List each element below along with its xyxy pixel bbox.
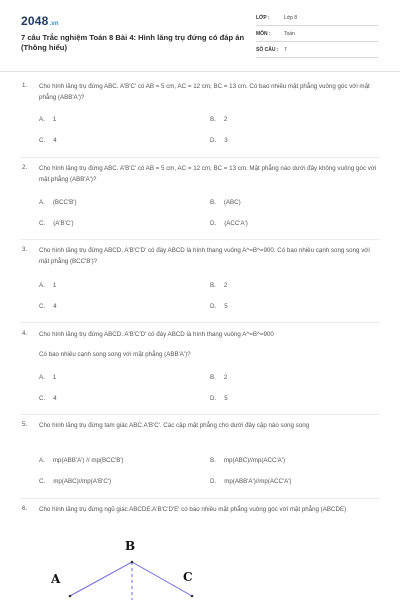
meta-label: MÔN : xyxy=(256,31,271,37)
prism-diagram xyxy=(20,530,380,600)
question-text: Cho hình lăng trụ đứng ABCD. A'B'C'D' có đáy ABCD là hình thang vuông A^=B^=900. Có bao nhiêu cạnh song song với mặt phẳng (BCC'B')? xyxy=(39,247,370,265)
question-5 xyxy=(20,421,380,493)
answer-text: 2 xyxy=(223,116,228,123)
answer-letter: D. xyxy=(210,220,217,227)
answer-letter: A. xyxy=(39,199,45,206)
answer-a[interactable] xyxy=(39,199,77,206)
answer-text: (ABC) xyxy=(223,199,241,206)
answer-text: 3 xyxy=(224,137,228,144)
question-text: Cho hình lăng trụ đứng ABC. A'B'C' có AB = 5 cm, AC = 12 cm, BC = 13 cm. Có bao nhiêu mặt phẳng vuông góc với mặt phẳng (ABB'A')? xyxy=(39,83,370,101)
meta-row-class xyxy=(256,14,378,26)
answer-letter: B. xyxy=(210,374,216,381)
answer-b[interactable] xyxy=(210,116,227,123)
question-divider xyxy=(20,498,380,499)
answer-letter: C. xyxy=(39,395,46,402)
question-divider xyxy=(20,414,380,415)
question-4 xyxy=(20,330,380,410)
header-divider xyxy=(0,71,400,72)
vertex-label-b: B xyxy=(125,539,136,553)
answer-d[interactable] xyxy=(210,395,228,402)
answer-c[interactable] xyxy=(39,137,57,144)
answer-text: 2 xyxy=(223,282,228,289)
answer-c[interactable] xyxy=(39,395,57,402)
answer-text: (A'B'C') xyxy=(53,220,74,227)
logo-suffix: .vn xyxy=(49,21,59,27)
document-title: 7 câu Trắc nghiệm Toán 8 Bài 4: Hình lăng trụ đứng có đáp án (Thông hiểu) xyxy=(21,33,245,52)
answer-letter: B. xyxy=(210,282,216,289)
question-1 xyxy=(20,82,380,152)
answer-text: (ACC'A') xyxy=(224,220,248,227)
answer-text: 4 xyxy=(53,303,57,310)
answer-c[interactable] xyxy=(39,303,57,310)
answer-letter: C. xyxy=(39,303,46,310)
question-number: 1. xyxy=(22,82,28,89)
answer-b[interactable] xyxy=(210,374,227,381)
question-number: 2. xyxy=(22,164,28,171)
vertex-c xyxy=(191,595,194,598)
answer-a[interactable] xyxy=(39,116,56,123)
question-3 xyxy=(20,246,380,318)
question-text: Cho hình lăng trụ đứng tam giác ABC.A'B'C'. Các cặp mặt phẳng cho dưới đây cặp nào song song xyxy=(39,422,310,429)
answer-text: 1 xyxy=(52,116,57,123)
question-divider xyxy=(20,322,380,323)
answer-b[interactable] xyxy=(210,199,241,206)
answer-letter: B. xyxy=(210,457,216,464)
question-text-continued: Có bao nhiêu cạnh song song với mặt phẳng (ABB'A')? xyxy=(39,351,191,358)
prism-figure xyxy=(20,530,380,600)
site-logo[interactable] xyxy=(21,14,59,28)
question-number: 4. xyxy=(22,330,28,337)
meta-label: LỚP : xyxy=(256,15,270,21)
answer-text: 1 xyxy=(52,374,57,381)
answer-c[interactable] xyxy=(39,478,111,485)
answer-b[interactable] xyxy=(210,282,227,289)
answer-letter: D. xyxy=(210,137,217,144)
answer-letter: A. xyxy=(39,116,45,123)
meta-value: Toán xyxy=(284,31,295,37)
question-text: Cho hình lăng trụ đứng ABCD. A'B'C'D' có đáy ABCD là hình thang vuông A^=B^=900 xyxy=(39,331,274,338)
answer-letter: B. xyxy=(210,116,216,123)
answer-text: mp(ABC)//mp(ACC'A') xyxy=(223,457,286,464)
question-6 xyxy=(20,505,380,531)
question-number: 5. xyxy=(22,421,28,428)
answer-text: 1 xyxy=(52,282,57,289)
question-text: Cho hình lăng trụ đứng ngũ giác ABCDE.A'B'C'D'E' có bao nhiêu mặt phẳng vuông góc với mặt phẳng (ABCDE) xyxy=(39,506,347,513)
question-2 xyxy=(20,164,380,236)
vertex-label-a: A xyxy=(51,572,61,586)
answer-letter: C. xyxy=(39,137,46,144)
meta-row-count xyxy=(256,46,378,58)
answer-letter: A. xyxy=(39,282,45,289)
answer-a[interactable] xyxy=(39,457,124,464)
answer-letter: B. xyxy=(210,199,216,206)
meta-row-subject xyxy=(256,30,378,42)
page-header xyxy=(0,0,400,70)
answer-text: mp(ABC)//mp(A'B'C') xyxy=(53,478,112,485)
answer-text: mp(ABB'A')//mp(ACC'A') xyxy=(224,478,292,485)
meta-value: Lớp 8 xyxy=(284,15,298,21)
answer-letter: D. xyxy=(210,303,217,310)
meta-label: SỐ CÂU : xyxy=(256,47,279,53)
answer-letter: C. xyxy=(39,220,46,227)
answer-d[interactable] xyxy=(210,303,228,310)
vertex-b xyxy=(131,561,134,564)
answer-text: 4 xyxy=(53,137,57,144)
answer-letter: D. xyxy=(210,478,217,485)
question-text: Cho hình lăng trụ đứng ABC. A'B'C' có AB = 5 cm, AC = 12 cm, BC = 13 cm. Mặt phẳng nào dưới đây không vuông góc với mặt phẳng (ABB'A')? xyxy=(39,165,377,183)
answer-text: mp(ABB'A') // mp(BCC'B') xyxy=(52,457,124,464)
answer-letter: C. xyxy=(39,478,46,485)
answer-d[interactable] xyxy=(210,220,248,227)
question-number: 6. xyxy=(22,505,28,512)
question-divider xyxy=(20,157,380,158)
answer-c[interactable] xyxy=(39,220,74,227)
vertex-a xyxy=(69,595,72,598)
answer-text: 2 xyxy=(223,374,228,381)
answer-b[interactable] xyxy=(210,457,285,464)
answer-letter: A. xyxy=(39,374,45,381)
answer-text: 4 xyxy=(53,395,57,402)
answer-letter: A. xyxy=(39,457,45,464)
answer-letter: D. xyxy=(210,395,217,402)
vertex-label-c: C xyxy=(183,570,193,584)
edge-ab xyxy=(70,562,132,596)
meta-value: 7 xyxy=(284,47,287,53)
answer-d[interactable] xyxy=(210,137,228,144)
answer-text: 5 xyxy=(224,395,228,402)
answer-text: (BCC'B') xyxy=(52,199,77,206)
question-number: 3. xyxy=(22,246,28,253)
answer-d[interactable] xyxy=(210,478,291,485)
answer-text: 5 xyxy=(224,303,228,310)
question-divider xyxy=(20,239,380,240)
answer-a[interactable] xyxy=(39,374,56,381)
logo-text: 2048 xyxy=(21,14,49,28)
answer-a[interactable] xyxy=(39,282,56,289)
